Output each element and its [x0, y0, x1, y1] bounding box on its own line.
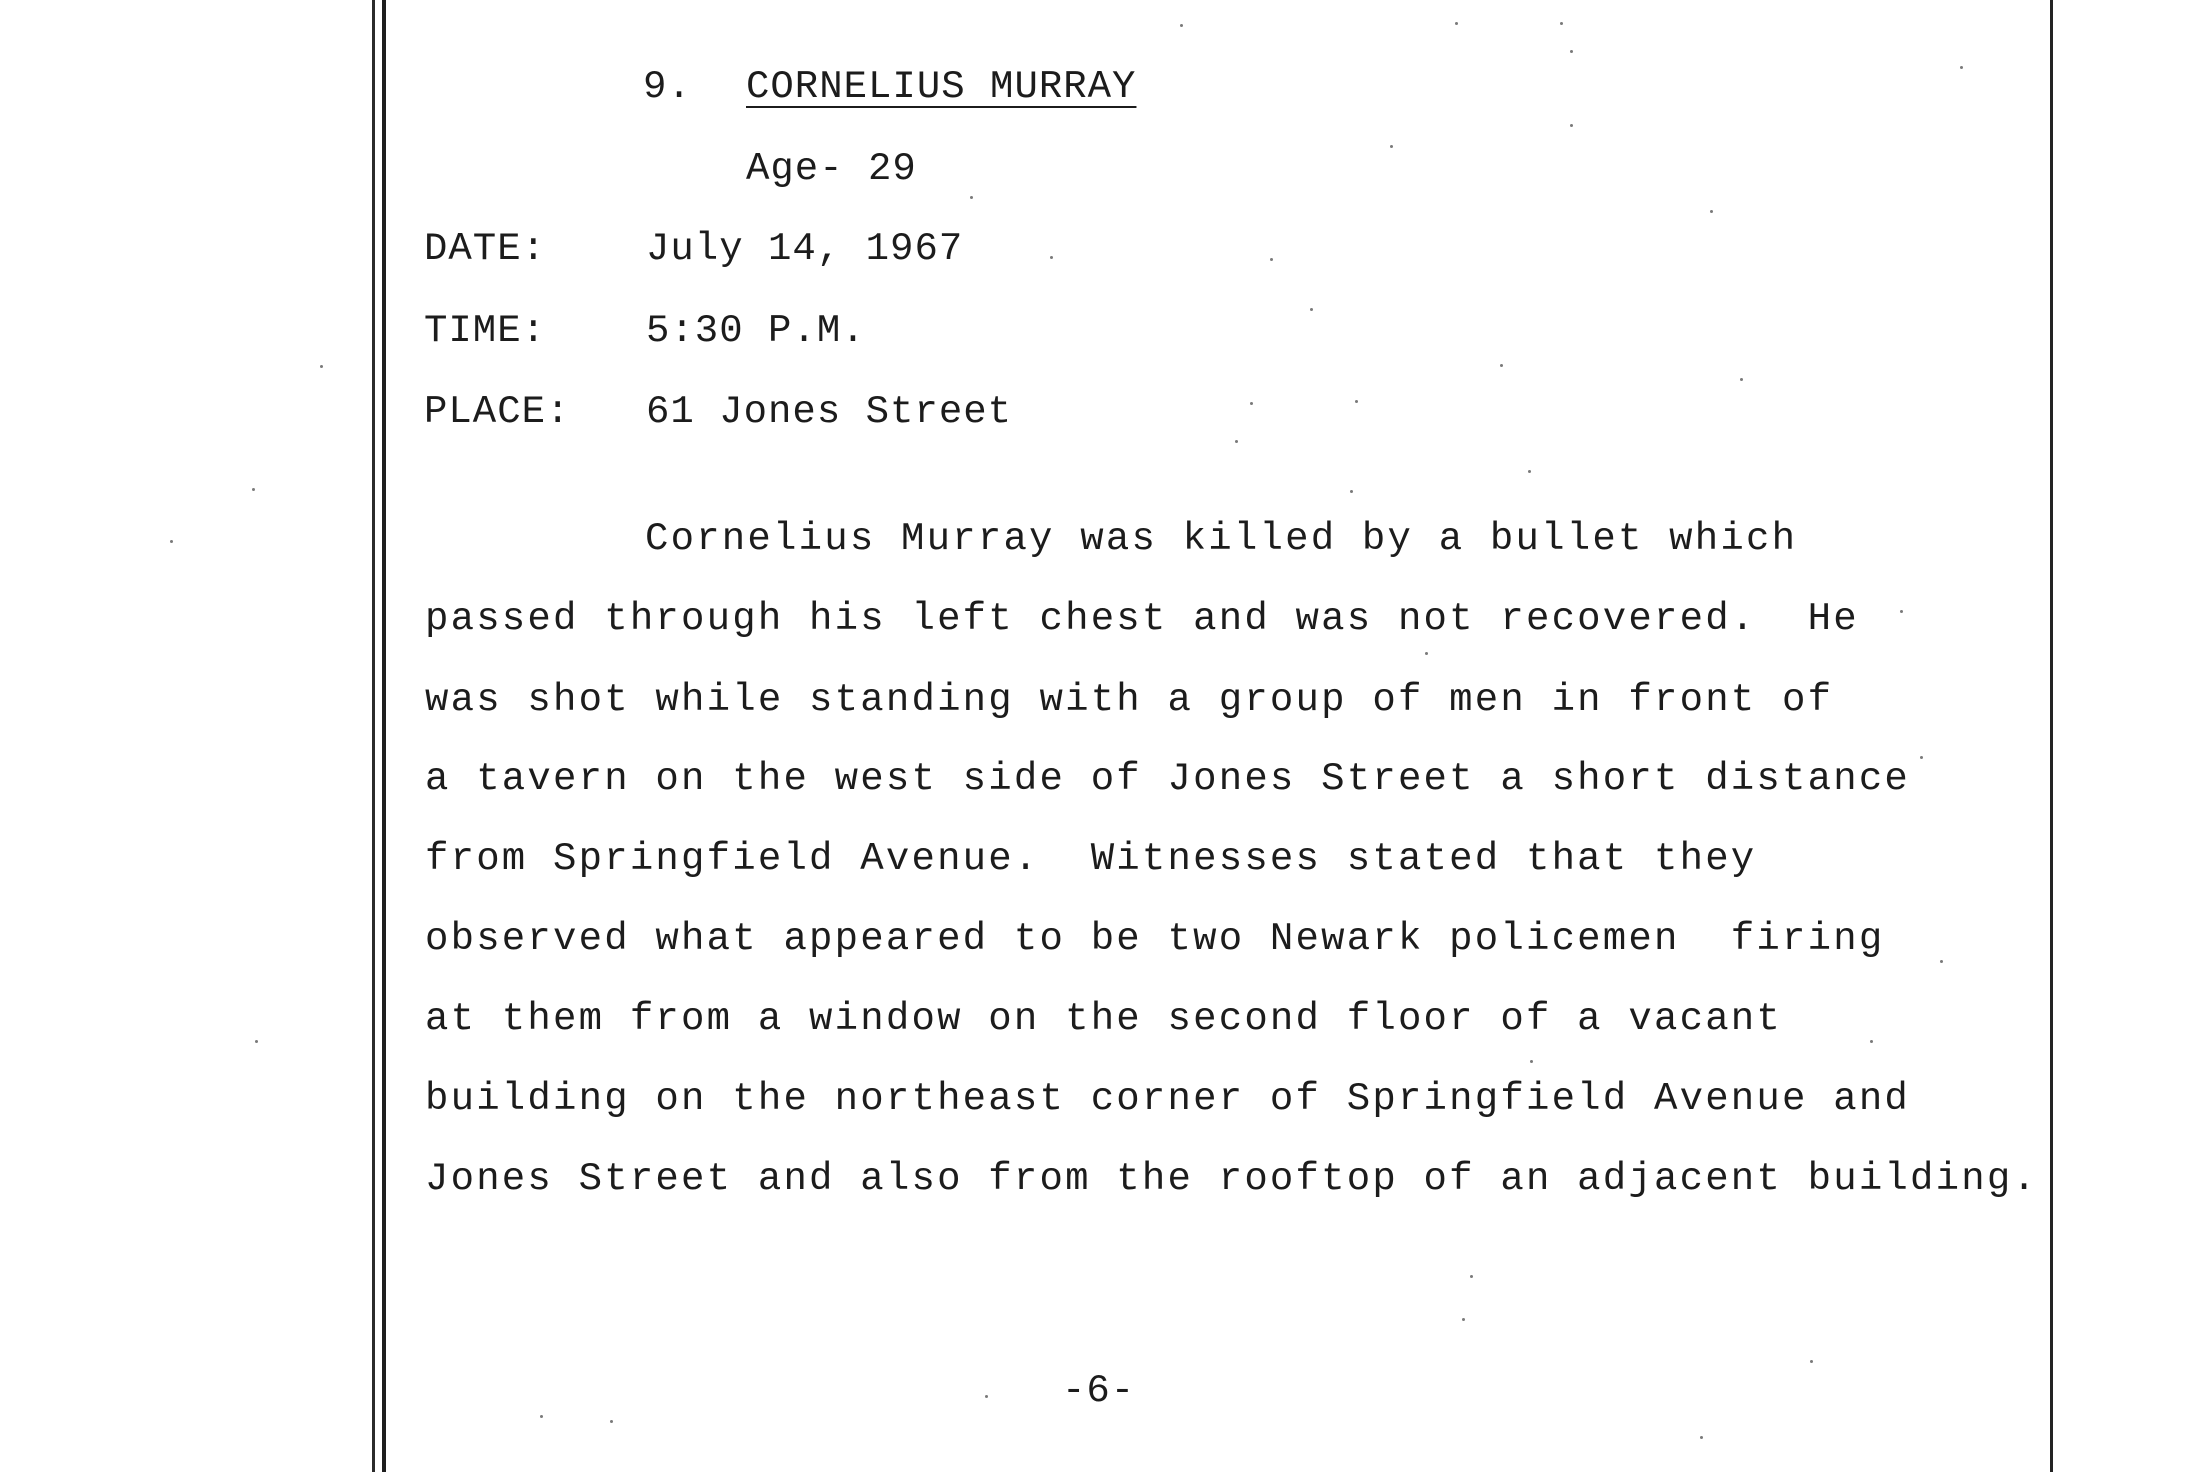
entry-number: 9.: [643, 65, 692, 109]
time-value: 5:30 P.M.: [646, 309, 866, 353]
time-label: TIME:: [424, 309, 547, 353]
place-label: PLACE:: [424, 390, 571, 434]
entry-age: Age- 29: [746, 147, 917, 191]
narrative-line: passed through his left chest and was not recovered. He: [425, 597, 1859, 641]
right-margin-rule: [2050, 0, 2053, 1472]
narrative-line: from Springfield Avenue. Witnesses stated that they: [425, 837, 1757, 881]
narrative-line: at them from a window on the second floor of a vacant: [425, 997, 1783, 1041]
narrative-line: building on the northeast corner of Springfield Avenue and: [425, 1077, 1911, 1121]
date-value: July 14, 1967: [646, 227, 964, 271]
page-number: -6-: [1062, 1369, 1136, 1413]
entry-name-heading: CORNELIUS MURRAY: [746, 65, 1137, 109]
left-margin-rule-outer: [372, 0, 375, 1472]
narrative-line: Cornelius Murray was killed by a bullet which: [645, 517, 1798, 561]
date-label: DATE:: [424, 227, 547, 271]
place-value: 61 Jones Street: [646, 390, 1013, 434]
narrative-line: was shot while standing with a group of men in front of: [425, 678, 1834, 722]
narrative-line: Jones Street and also from the rooftop of an adjacent building.: [425, 1157, 2039, 1201]
narrative-line: a tavern on the west side of Jones Street a short distance: [425, 757, 1911, 801]
left-margin-rule-inner: [382, 0, 386, 1472]
narrative-line: observed what appeared to be two Newark policemen firing: [425, 917, 1885, 961]
